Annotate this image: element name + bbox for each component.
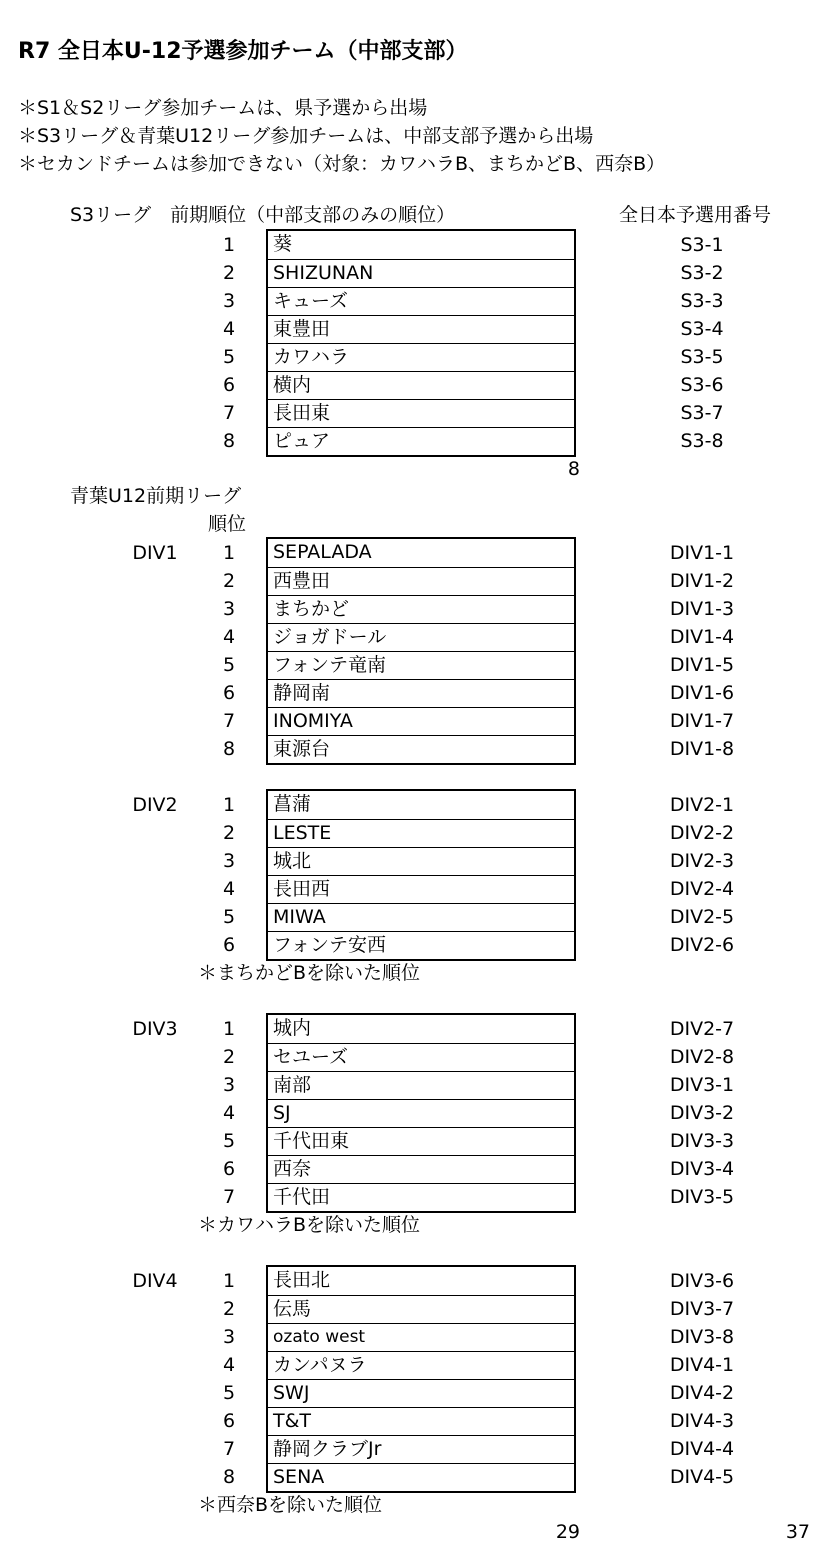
- division-code: DIV3-7: [669, 1298, 735, 1320]
- division-team-cell: 城内: [273, 1017, 312, 1039]
- s3-team-cell: 葵: [273, 233, 293, 255]
- division-rank: 3: [222, 598, 236, 620]
- division-code: DIV4-5: [669, 1466, 735, 1488]
- division-team-cell: 城北: [268, 847, 574, 875]
- rank-header: 順位: [208, 513, 247, 535]
- s3-team-cell: 長田東: [268, 399, 574, 427]
- s3-code: S3-6: [680, 374, 724, 396]
- page-title: R7 全日本U-12予選参加チーム（中部支部）: [18, 39, 468, 64]
- note-line-2: ＊S3リーグ＆青葉U12リーグ参加チームは、中部支部予選から出場: [18, 125, 594, 147]
- division-team-table: [266, 537, 576, 765]
- note-line-1: ＊S1＆S2リーグ参加チームは、県予選から出場: [18, 97, 428, 119]
- division-rank: 2: [222, 1298, 236, 1320]
- division-team-cell: LESTE: [268, 819, 574, 847]
- division-team-cell: MIWA: [268, 903, 574, 931]
- division-code: DIV3-8: [669, 1326, 735, 1348]
- division-code: DIV3-1: [669, 1074, 735, 1096]
- s3-rank: 3: [222, 290, 236, 312]
- division-code: DIV2-7: [669, 1018, 735, 1040]
- s3-code: S3-3: [680, 290, 724, 312]
- s3-rank: 6: [222, 374, 236, 396]
- division-code: DIV2-1: [669, 794, 735, 816]
- division-code: DIV3-4: [669, 1158, 735, 1180]
- division-rank: 2: [222, 822, 236, 844]
- division-team-cell: 静岡クラブJr: [268, 1435, 574, 1463]
- division-rank: 5: [222, 906, 236, 928]
- division-team-cell: 長田西: [268, 875, 574, 903]
- division-team-cell: 静岡南: [268, 679, 574, 707]
- division-team-cell: T&T: [268, 1407, 574, 1435]
- s3-rank: 5: [222, 346, 236, 368]
- division-rank: 4: [222, 626, 236, 648]
- division-rank: 1: [222, 542, 236, 564]
- division-rank: 3: [222, 1074, 236, 1096]
- division-rank: 4: [222, 878, 236, 900]
- division-rank: 1: [222, 1270, 236, 1292]
- s3-team-cell: カワハラ: [268, 343, 574, 371]
- division-team-cell: 菖蒲: [273, 793, 312, 815]
- division-code: DIV2-6: [669, 934, 735, 956]
- s3-team-cell: SHIZUNAN: [268, 259, 574, 287]
- division-team-cell: カンパヌラ: [268, 1351, 574, 1379]
- total-team-count: 37: [785, 1521, 810, 1543]
- division-team-cell: セユーズ: [268, 1043, 574, 1071]
- division-code: DIV2-4: [669, 878, 735, 900]
- division-rank: 3: [222, 850, 236, 872]
- division-team-cell: SWJ: [268, 1379, 574, 1407]
- division-code: DIV3-3: [669, 1130, 735, 1152]
- division-rank: 4: [222, 1354, 236, 1376]
- division-team-cell: 東源台: [268, 735, 574, 763]
- s3-team-count: 8: [567, 458, 580, 480]
- s3-team-cell: ピュア: [268, 427, 574, 455]
- division-team-cell: 西豊田: [268, 567, 574, 595]
- division-rank: 8: [222, 738, 236, 760]
- division-team-cell: ジョガドール: [268, 623, 574, 651]
- division-code: DIV1-5: [669, 654, 735, 676]
- division-rank: 8: [222, 1466, 236, 1488]
- division-team-cell: 千代田: [268, 1183, 574, 1211]
- division-team-cell: INOMIYA: [268, 707, 574, 735]
- s3-rank: 1: [222, 234, 236, 256]
- division-rank: 1: [222, 794, 236, 816]
- division-rank: 1: [222, 1018, 236, 1040]
- division-code: DIV4-1: [669, 1354, 735, 1376]
- division-team-table: [266, 1013, 576, 1213]
- s3-team-cell: 東豊田: [268, 315, 574, 343]
- s3-rank: 2: [222, 262, 236, 284]
- division-code: DIV2-8: [669, 1046, 735, 1068]
- s3-team-table: [266, 229, 576, 457]
- s3-rank: 4: [222, 318, 236, 340]
- division-code: DIV4-3: [669, 1410, 735, 1432]
- s3-rank: 7: [222, 402, 236, 424]
- s3-code: S3-4: [680, 318, 724, 340]
- aoba-header: 青葉U12前期リーグ: [70, 485, 242, 507]
- division-team-cell: まちかど: [268, 595, 574, 623]
- division-team-table: [266, 789, 576, 961]
- s3-code: S3-7: [680, 402, 724, 424]
- division-label: DIV3: [132, 1018, 178, 1040]
- division-rank: 7: [222, 1438, 236, 1460]
- division-code: DIV4-2: [669, 1382, 735, 1404]
- division-note: ＊まちかどBを除いた順位: [198, 962, 421, 984]
- division-rank: 7: [222, 710, 236, 732]
- s3-code: S3-1: [680, 234, 724, 256]
- division-team-cell: SEPALADA: [273, 541, 372, 563]
- division-note: ＊カワハラBを除いた順位: [198, 1214, 421, 1236]
- division-code: DIV2-3: [669, 850, 735, 872]
- division-rank: 5: [222, 654, 236, 676]
- division-rank: 4: [222, 1102, 236, 1124]
- division-rank: 5: [222, 1382, 236, 1404]
- division-team-cell: 南部: [268, 1071, 574, 1099]
- division-team-cell: フォンテ竜南: [268, 651, 574, 679]
- division-rank: 2: [222, 1046, 236, 1068]
- division-code: DIV1-2: [669, 570, 735, 592]
- division-team-cell: SJ: [268, 1099, 574, 1127]
- s3-header: S3リーグ 前期順位（中部支部のみの順位）: [70, 204, 456, 226]
- division-code: DIV3-5: [669, 1186, 735, 1208]
- division-note: ＊西奈Bを除いた順位: [198, 1494, 383, 1516]
- division-team-cell: SENA: [268, 1463, 574, 1491]
- division-code: DIV1-3: [669, 598, 735, 620]
- division-label: DIV1: [132, 542, 178, 564]
- division-team-cell: フォンテ安西: [268, 931, 574, 959]
- division-team-cell: ozato west: [268, 1323, 574, 1351]
- division-code: DIV3-6: [669, 1270, 735, 1292]
- division-rank: 3: [222, 1326, 236, 1348]
- s3-team-cell: 横内: [268, 371, 574, 399]
- s3-rank: 8: [222, 430, 236, 452]
- division-code: DIV1-8: [669, 738, 735, 760]
- aoba-team-count: 29: [555, 1521, 580, 1543]
- division-code: DIV1-6: [669, 682, 735, 704]
- s3-code: S3-5: [680, 346, 724, 368]
- division-rank: 6: [222, 1158, 236, 1180]
- division-code: DIV4-4: [669, 1438, 735, 1460]
- division-rank: 6: [222, 1410, 236, 1432]
- division-team-cell: 千代田東: [268, 1127, 574, 1155]
- note-line-3: ＊セカンドチームは参加できない（対象：カワハラB、まちかどB、西奈B）: [18, 153, 666, 175]
- division-rank: 2: [222, 570, 236, 592]
- division-code: DIV3-2: [669, 1102, 735, 1124]
- division-rank: 6: [222, 934, 236, 956]
- division-code: DIV2-2: [669, 822, 735, 844]
- division-team-table: [266, 1265, 576, 1493]
- s3-code: S3-2: [680, 262, 724, 284]
- division-rank: 7: [222, 1186, 236, 1208]
- division-code: DIV1-4: [669, 626, 735, 648]
- division-code: DIV2-5: [669, 906, 735, 928]
- s3-code: S3-8: [680, 430, 724, 452]
- division-team-cell: 長田北: [273, 1269, 331, 1291]
- division-team-cell: 西奈: [268, 1155, 574, 1183]
- division-rank: 5: [222, 1130, 236, 1152]
- s3-team-cell: キューズ: [268, 287, 574, 315]
- code-column-header: 全日本予選用番号: [619, 204, 772, 226]
- division-rank: 6: [222, 682, 236, 704]
- division-team-cell: 伝馬: [268, 1295, 574, 1323]
- division-label: DIV4: [132, 1270, 178, 1292]
- division-code: DIV1-7: [669, 710, 735, 732]
- division-label: DIV2: [132, 794, 178, 816]
- division-code: DIV1-1: [669, 542, 735, 564]
